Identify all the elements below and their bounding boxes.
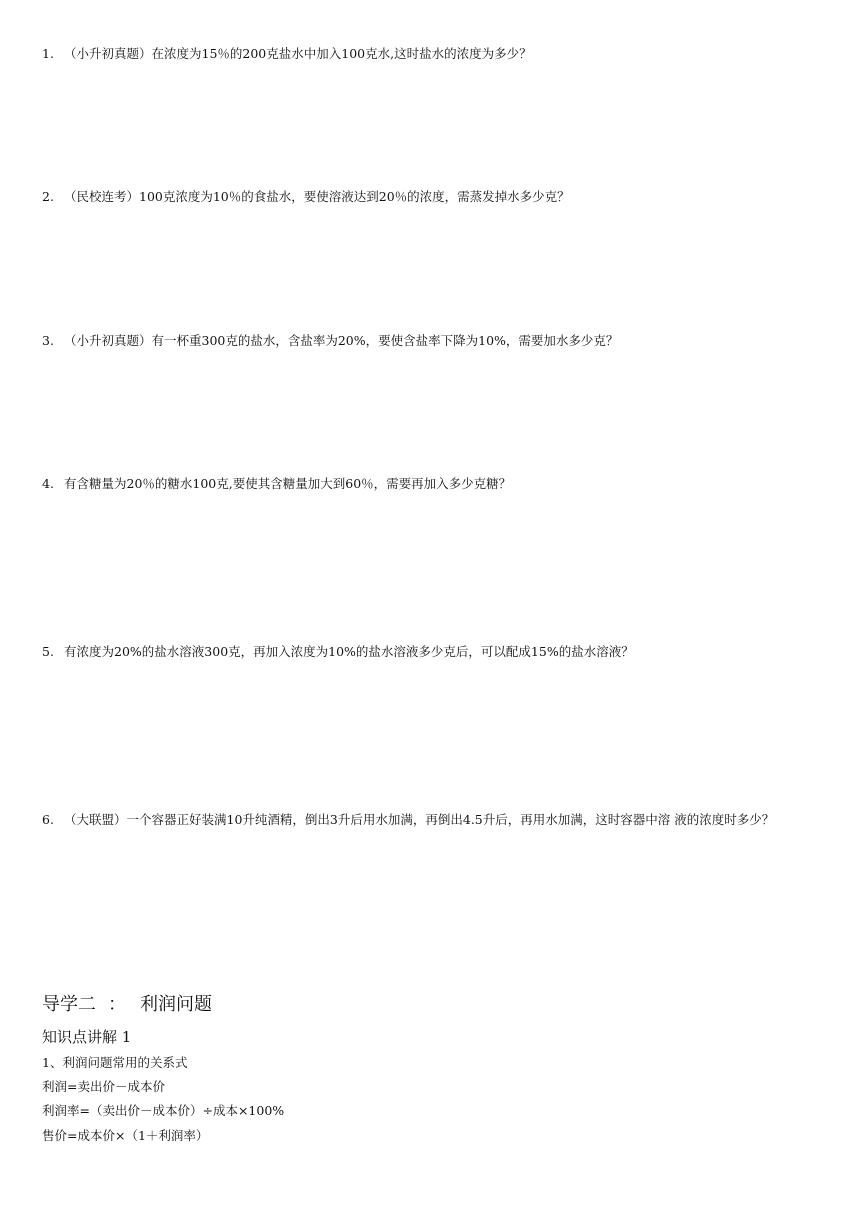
question-text: 有浓度为20%的盐水溶液300克，再加入浓度为10%的盐水溶液多少克后，可以配成15%的盐水溶液？	[64, 644, 634, 659]
knowledge-line: 1、利润问题常用的关系式	[42, 1055, 188, 1070]
question-5	[42, 639, 818, 664]
section-title	[42, 992, 212, 1018]
question-text: （小升初真题）在浓度为15％的200克盐水中加入100克水,这时盐水的浓度为多少？	[64, 46, 532, 61]
question-text: （民校连考）100克浓度为10％的食盐水，要使溶液达到20％的浓度，需蒸发掉水多少克？	[64, 189, 570, 204]
question-text: （小升初真题）有一杯重300克的盐水，含盐率为20%，要使含盐率下降为10%，需要加水多少克？	[64, 333, 619, 348]
knowledge-line: 利润率=（卖出价－成本价）÷成本×100%	[42, 1103, 285, 1118]
question-text: （大联盟）一个容器正好装满10升纯酒精，倒出3升后用水加满，再倒出4.5升后，再用水加满，这时容器中溶 液的浓度时多少？	[64, 812, 775, 827]
question-number: 4.	[42, 476, 54, 491]
knowledge-line: 售价=成本价×（1＋利润率）	[42, 1128, 209, 1143]
question-number: 5.	[42, 644, 54, 659]
question-1	[42, 41, 818, 66]
question-number: 2.	[42, 189, 54, 204]
section-label: 导学二	[42, 994, 96, 1015]
question-3	[42, 328, 818, 353]
question-number: 6.	[42, 812, 54, 827]
question-number: 1.	[42, 46, 54, 61]
knowledge-line: 利润=卖出价－成本价	[42, 1079, 165, 1094]
question-6	[42, 807, 818, 832]
question-4	[42, 471, 818, 496]
section-topic: 利润问题	[140, 994, 212, 1015]
section-separator: ：	[108, 994, 126, 1015]
knowledge-title: 知识点讲解 1	[42, 1028, 132, 1046]
question-number: 3.	[42, 333, 54, 348]
question-text: 有含糖量为20％的糖水100克,要使其含糖量加大到60％，需要再加入多少克糖？	[64, 476, 512, 491]
question-2	[42, 184, 818, 209]
